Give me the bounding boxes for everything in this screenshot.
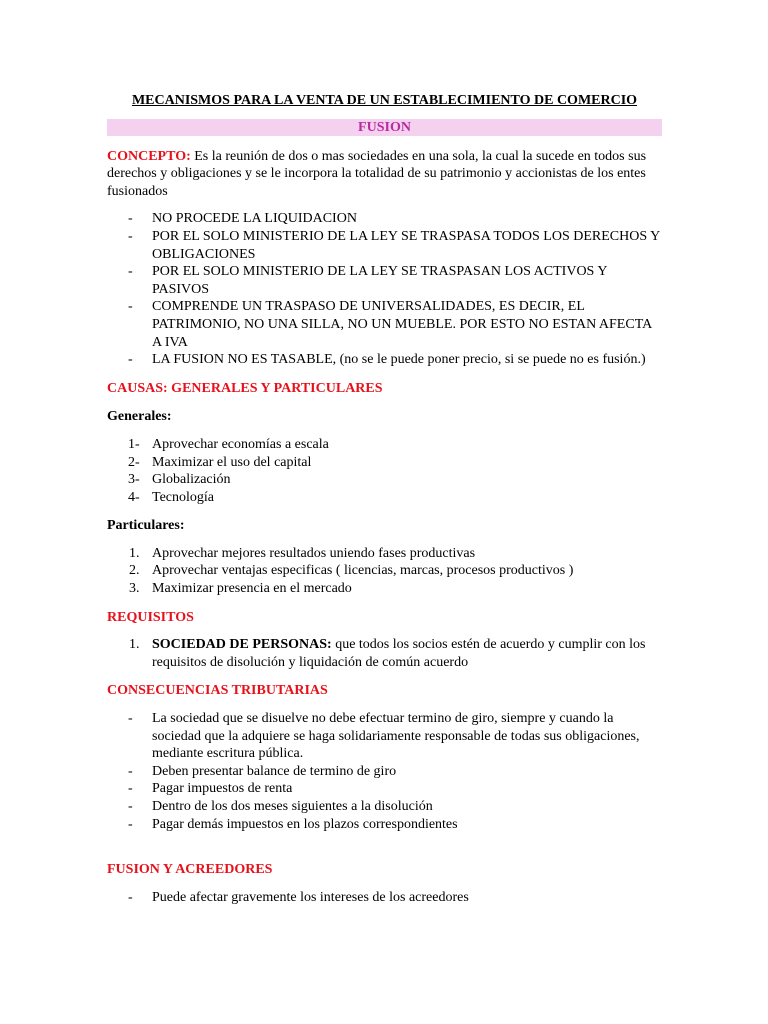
- list-item: [107, 263, 662, 298]
- acreedores-list: [107, 889, 662, 907]
- requisitos-heading: REQUISITOS: [107, 609, 194, 625]
- list-item-text: Aprovechar mejores resultados uniendo fases productivas: [152, 545, 476, 561]
- list-marker: -: [128, 228, 133, 244]
- list-item-text: La sociedad que se disuelve no debe efectuar termino de giro, siempre y cuando la sociedad que la adquiere se haga solidariamente responsable de todas sus obligaciones, mediante escritura pública.: [152, 711, 640, 762]
- list-marker: 2-: [128, 454, 140, 470]
- document-body: [107, 92, 662, 906]
- list-item-text: POR EL SOLO MINISTERIO DE LA LEY SE TRASPASA TODOS LOS DERECHOS Y OBLIGACIONES: [152, 228, 660, 262]
- list-marker: -: [128, 352, 133, 368]
- list-item: [107, 436, 662, 454]
- list-marker: -: [128, 889, 133, 905]
- requisito-label: SOCIEDAD DE PERSONAS:: [152, 637, 332, 653]
- list-item-text: Aprovechar economías a escala: [152, 436, 329, 452]
- list-marker: 4-: [128, 489, 140, 505]
- list-item: [107, 489, 662, 507]
- requisitos-list: [107, 636, 662, 671]
- list-item-text: Dentro de los dos meses siguientes a la disolución: [152, 799, 433, 814]
- concepto-list: [107, 210, 662, 368]
- document-title: MECANISMOS PARA LA VENTA DE UN ESTABLECIMIENTO DE COMERCIO: [131, 93, 638, 108]
- list-item: [107, 889, 662, 907]
- list-item: [107, 210, 662, 228]
- list-item: [107, 454, 662, 472]
- list-item: [107, 780, 662, 798]
- list-marker: 1.: [129, 637, 140, 653]
- list-marker: -: [128, 781, 133, 797]
- list-item: [107, 580, 662, 598]
- list-item: [107, 816, 662, 834]
- list-marker: 3-: [128, 472, 140, 488]
- list-item-text: Puede afectar gravemente los intereses de los acreedores: [152, 889, 469, 905]
- concepto-text: Es la reunión de dos o mas sociedades en una sola, la cual la sucede en todos sus derechos y obligaciones y se le incorpora la totalidad de su patrimonio y accionistas de los entes fusionados: [107, 148, 647, 199]
- list-marker: -: [128, 264, 133, 280]
- particulares-list: [107, 545, 662, 598]
- list-item-text: Globalización: [152, 472, 231, 488]
- list-marker: 2.: [129, 563, 140, 579]
- list-item: [107, 763, 662, 781]
- list-item: [107, 228, 662, 263]
- list-item-text: Aprovechar ventajas especificas ( licencias, marcas, procesos productivos ): [152, 563, 574, 579]
- list-marker: 1-: [128, 436, 140, 452]
- list-item: [107, 351, 662, 369]
- list-item-text: Maximizar el uso del capital: [152, 454, 312, 470]
- list-marker: 1.: [129, 545, 140, 561]
- generales-list: [107, 436, 662, 506]
- list-item: [107, 471, 662, 489]
- list-item-text: Tecnología: [152, 489, 214, 505]
- list-item: [107, 298, 662, 351]
- list-item: [107, 798, 662, 816]
- list-marker: -: [128, 816, 133, 832]
- consecuencias-list: [107, 710, 662, 833]
- list-marker: -: [128, 799, 133, 814]
- generales-heading: Generales:: [107, 409, 172, 425]
- causas-heading: CAUSAS: GENERALES Y PARTICULARES: [107, 380, 383, 396]
- list-item: [107, 562, 662, 580]
- list-marker: 3.: [129, 581, 140, 597]
- particulares-heading: Particulares:: [107, 518, 185, 534]
- list-item-text: Pagar demás impuestos en los plazos correspondientes: [152, 816, 458, 832]
- list-marker: -: [128, 711, 133, 727]
- list-marker: -: [128, 763, 133, 779]
- list-item-text: NO PROCEDE LA LIQUIDACION: [152, 211, 357, 227]
- list-item-text: LA FUSION NO ES TASABLE, (no se le puede poner precio, si se puede no es fusión.): [152, 352, 646, 368]
- consecuencias-heading: CONSECUENCIAS TRIBUTARIAS: [107, 683, 328, 699]
- list-item-text: Maximizar presencia en el mercado: [152, 581, 352, 597]
- list-item: [107, 710, 662, 763]
- list-item-text: que todos los socios estén de acuerdo y cumplir con los requisitos de disolución y liquidación de común acuerdo: [152, 637, 646, 670]
- section-banner-fusion: FUSION: [107, 119, 662, 136]
- list-item-text: POR EL SOLO MINISTERIO DE LA LEY SE TRASPASAN LOS ACTIVOS Y PASIVOS: [152, 264, 607, 297]
- list-marker: -: [128, 211, 133, 227]
- acreedores-heading: FUSION Y ACREEDORES: [107, 862, 273, 878]
- list-marker: -: [128, 299, 133, 315]
- list-item: [107, 545, 662, 563]
- list-item: [107, 636, 662, 671]
- list-item-text: Deben presentar balance de termino de giro: [152, 763, 397, 779]
- concepto-label: CONCEPTO:: [107, 148, 191, 164]
- list-item-text: Pagar impuestos de renta: [152, 781, 293, 797]
- list-item-text: COMPRENDE UN TRASPASO DE UNIVERSALIDADES, ES DECIR, EL PATRIMONIO, NO UNA SILLA, NO UN MUEBLE. POR ESTO NO ESTAN AFECTA A IVA: [152, 299, 652, 350]
- concepto-paragraph: [107, 148, 662, 201]
